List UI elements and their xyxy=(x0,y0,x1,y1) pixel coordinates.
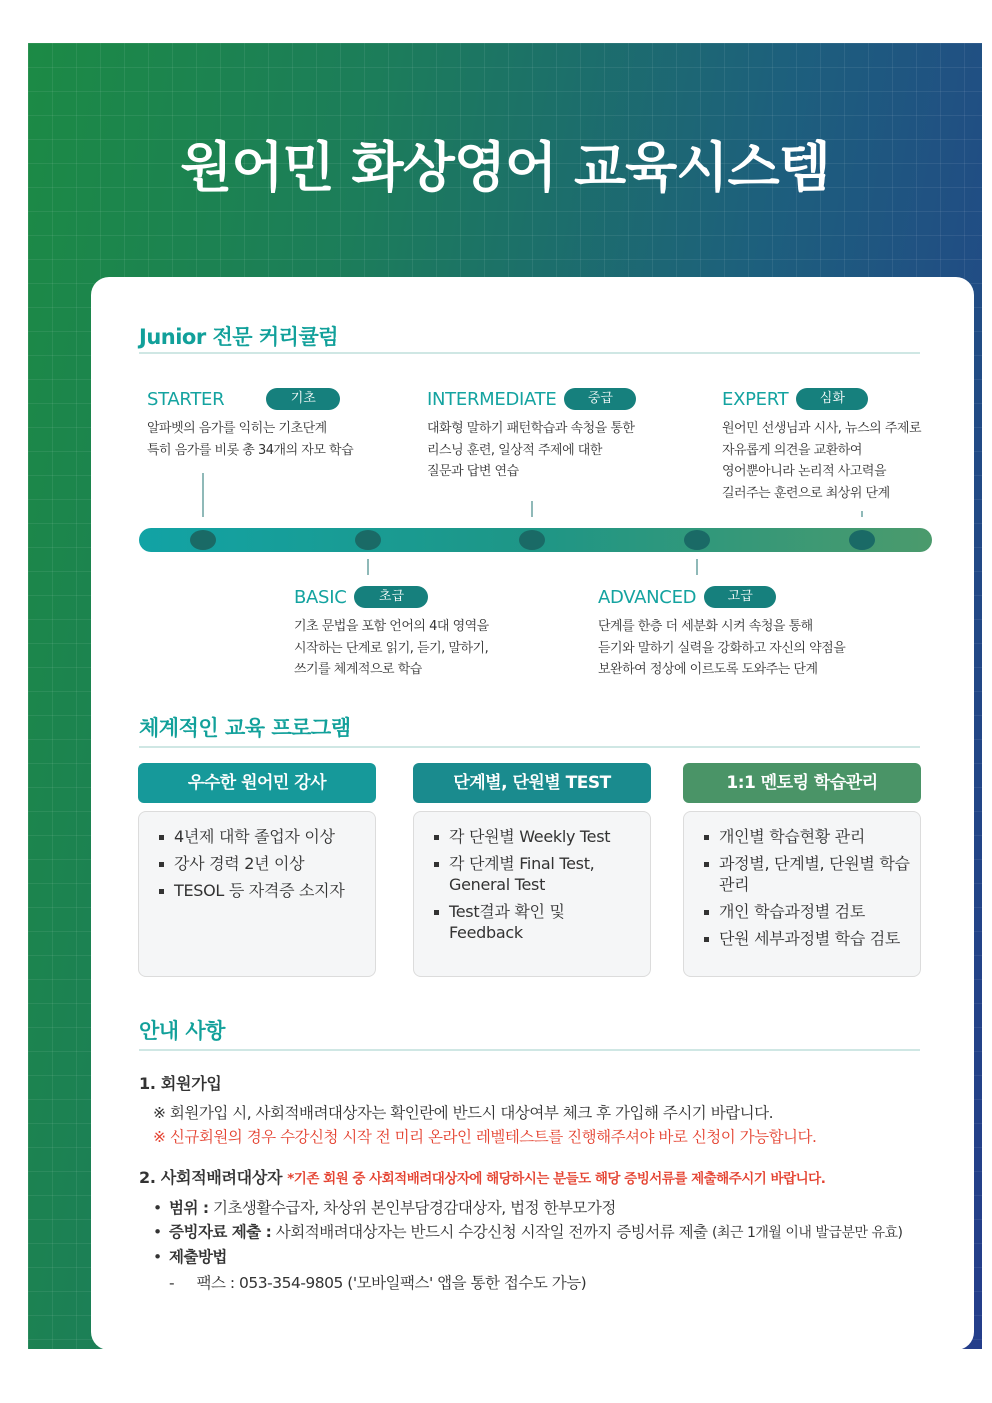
bullet-label: 제출방법 xyxy=(169,1248,227,1266)
bullet-text: 기초생활수급자, 차상위 본인부담경감대상자, 법정 한부모가정 xyxy=(212,1199,616,1217)
content-card xyxy=(91,277,974,1350)
notice-bullet-proof xyxy=(153,1220,959,1245)
desc-line: 듣기와 말하기 실력을 강화하고 자신의 약점을 xyxy=(598,640,846,656)
timeline-dot xyxy=(684,530,710,550)
desc-line: 보완하여 정상에 이르도록 도와주는 단계 xyxy=(598,662,818,677)
stage-name: BASIC xyxy=(294,586,347,608)
stage-description xyxy=(147,418,353,461)
level-badge: 고급 xyxy=(704,586,776,608)
list-item: 과정별, 단계별, 단원별 학습관리 xyxy=(704,853,910,895)
notice-note: ※ 회원가입 시, 사회적배려대상자는 확인란에 반드시 대상여부 체크 후 가입해 주시기 바랍니다. xyxy=(153,1104,774,1122)
section-divider xyxy=(139,1049,920,1051)
stage-description xyxy=(294,616,489,681)
desc-line: 특히 음가를 비롯 총 34개의 자모 학습 xyxy=(147,442,354,458)
desc-line: 알파벳의 음가를 익히는 기초단계 xyxy=(147,421,327,436)
notice-bullet-scope xyxy=(153,1196,959,1220)
program-heading: 체계적인 교육 프로그램 xyxy=(139,716,351,740)
list-item: TESOL 등 자격증 소지자 xyxy=(159,880,365,901)
program-box-body xyxy=(683,811,921,977)
list-item: 4년제 대학 졸업자 이상 xyxy=(159,826,365,847)
dash-marker: - xyxy=(169,1274,175,1292)
desc-line: 대화형 말하기 패턴학습과 속청을 통한 xyxy=(427,421,635,436)
list-item: 단원 세부과정별 학습 검토 xyxy=(704,928,910,949)
program-box-instructors xyxy=(138,763,376,977)
bullet-note: (최근 1개월 이내 발급분만 유효) xyxy=(712,1225,903,1241)
notice-warning: *기존 회원 중 사회적배려대상자에 해당하시는 분들도 해당 증빙서류를 제출해주시기 바랍니다. xyxy=(287,1171,826,1187)
stage-name: STARTER xyxy=(147,388,225,410)
program-box-title: 단계별, 단원별 TEST xyxy=(413,763,651,803)
program-box-test xyxy=(413,763,651,977)
notice-bullet-method xyxy=(153,1245,959,1269)
timeline-dot xyxy=(519,530,545,550)
list-item: 개인 학습과정별 검토 xyxy=(704,901,910,922)
list-item: 각 단원별 Weekly Test xyxy=(434,826,640,847)
bullet-label: 범위 : xyxy=(169,1199,209,1217)
program-box-title: 1:1 멘토링 학습관리 xyxy=(683,763,921,803)
desc-line: 기초 문법을 포함 언어의 4대 영역을 xyxy=(294,619,489,634)
section-divider xyxy=(139,746,920,748)
program-box-body xyxy=(413,811,651,977)
stage-basic xyxy=(294,585,489,681)
desc-line: 리스닝 훈련, 일상적 주제에 대한 xyxy=(427,442,602,458)
poster-background xyxy=(28,43,982,1349)
desc-line: 자유롭게 의견을 교환하여 xyxy=(722,442,862,458)
stage-expert xyxy=(722,387,921,504)
desc-line: 쓰기를 체계적으로 학습 xyxy=(294,662,422,677)
bullet-text: 사회적배려대상자는 반드시 수강신청 시작일 전까지 증빙서류 제출 xyxy=(275,1223,708,1241)
notice-signup xyxy=(139,1071,959,1149)
desc-line: 영어뿐아니라 논리적 사고력을 xyxy=(722,464,887,479)
stage-description xyxy=(427,418,636,483)
timeline-dot xyxy=(190,530,216,550)
level-badge: 기초 xyxy=(266,388,340,410)
timeline-dot xyxy=(355,530,381,550)
stage-name: INTERMEDIATE xyxy=(427,388,557,410)
notice-fax-line xyxy=(153,1271,959,1295)
notice-warning: ※ 신규회원의 경우 수강신청 시작 전 미리 온라인 레벨테스트를 진행해주셔야 바로 신청이 가능합니다. xyxy=(153,1128,817,1146)
list-item: Test결과 확인 및 Feedback xyxy=(434,901,640,943)
stage-advanced xyxy=(598,585,845,681)
program-box-body xyxy=(138,811,376,977)
timeline-dot xyxy=(849,530,875,550)
notice-item-title: 1. 회원가입 xyxy=(139,1074,222,1093)
notice-social xyxy=(139,1165,959,1295)
timeline-connector xyxy=(861,511,863,517)
desc-line: 질문과 답변 연습 xyxy=(427,464,519,479)
program-box-title: 우수한 원어민 강사 xyxy=(138,763,376,803)
stage-description xyxy=(722,418,921,504)
desc-line: 시작하는 단계로 읽기, 듣기, 말하기, xyxy=(294,640,489,656)
level-badge: 초급 xyxy=(354,586,428,608)
desc-line: 단계를 한층 더 세분화 시켜 속청을 통해 xyxy=(598,619,813,634)
desc-line: 원어민 선생님과 시사, 뉴스의 주제로 xyxy=(722,421,922,436)
stage-name: ADVANCED xyxy=(598,586,697,608)
page-title: 원어민 화상영어 교육시스템 xyxy=(180,136,830,199)
timeline-connector xyxy=(696,559,698,575)
stage-starter xyxy=(147,387,353,461)
stage-description xyxy=(598,616,845,681)
timeline-connector xyxy=(367,559,369,575)
desc-line: 길러주는 훈련으로 최상위 단계 xyxy=(722,485,890,501)
timeline-connector xyxy=(531,501,533,517)
list-item: 개인별 학습현황 관리 xyxy=(704,826,910,847)
program-box-mentoring xyxy=(683,763,921,977)
bullet-label: 증빙자료 제출 : xyxy=(169,1223,272,1241)
notice-heading: 안내 사항 xyxy=(139,1019,225,1043)
fax-text: 팩스 : 053-354-9805 ('모바일팩스' 앱을 통한 접수도 가능) xyxy=(196,1274,587,1292)
stage-intermediate xyxy=(427,387,636,483)
list-item: 각 단계별 Final Test, General Test xyxy=(434,853,640,895)
timeline-connector xyxy=(202,473,204,517)
notice-item-title: 2. 사회적배려대상자 xyxy=(139,1168,283,1187)
level-badge: 심화 xyxy=(796,388,868,410)
list-item: 강사 경력 2년 이상 xyxy=(159,853,365,874)
curriculum-heading: Junior 전문 커리큘럼 xyxy=(139,325,339,349)
section-divider xyxy=(139,352,920,354)
stage-name: EXPERT xyxy=(722,388,789,410)
level-badge: 중급 xyxy=(564,388,636,410)
